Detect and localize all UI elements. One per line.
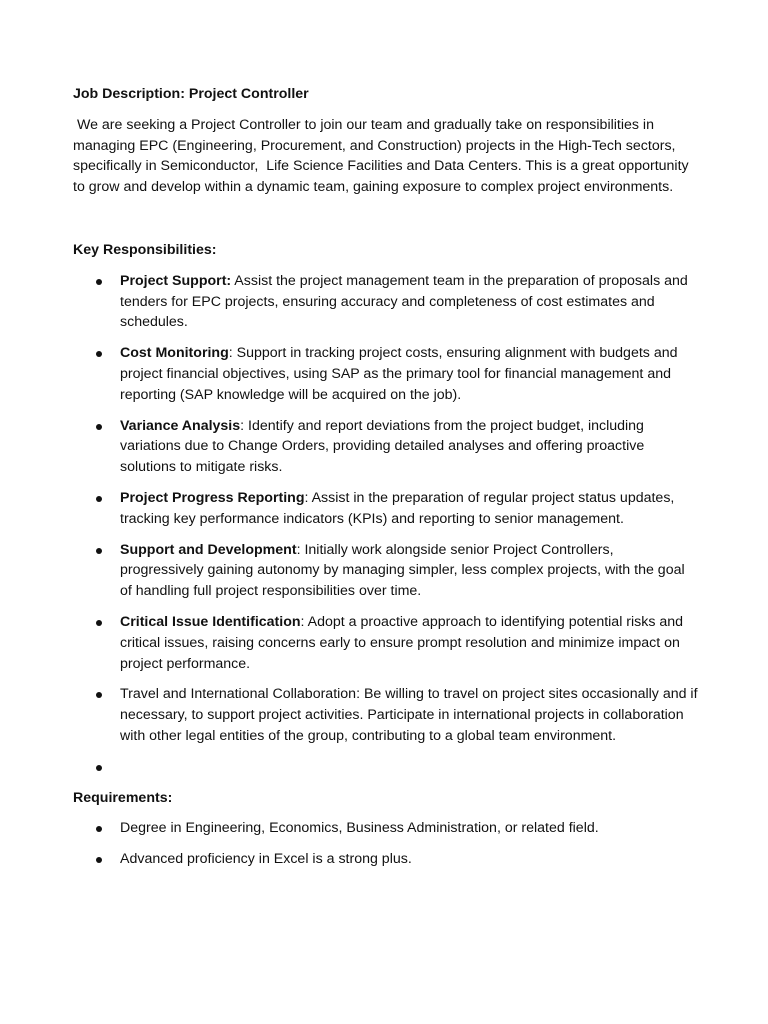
requirement-text: Degree in Engineering, Economics, Business Administration, or related field.: [120, 820, 599, 837]
requirement-item: [73, 849, 698, 870]
responsibility-term: Critical Issue Identification: [120, 613, 301, 630]
responsibility-text: Assist the project management team in the preparation of proposals and tenders for EPC projects, ensuring accuracy and completeness of cost estimates and schedules.: [120, 272, 688, 331]
bullet-icon: [96, 351, 102, 357]
responsibility-term: Support and Development: [120, 541, 297, 558]
bullet-icon: [96, 548, 102, 554]
bullet-icon: [96, 857, 102, 863]
bullet-icon: [96, 279, 102, 285]
responsibility-term: Project Progress Reporting: [120, 489, 305, 506]
key-responsibilities-heading: Key Responsibilities:: [73, 241, 217, 258]
responsibility-term: Cost Monitoring: [120, 345, 229, 362]
document-title: Job Description: Project Controller: [73, 86, 309, 102]
responsibility-item: [73, 684, 698, 746]
bullet-icon: [96, 826, 102, 832]
responsibility-text: : Adopt a proactive approach to identifying potential risks and critical issues, raising concerns early to ensure prompt resolution and minimize impact on project performance.: [120, 613, 684, 672]
responsibility-item: [73, 540, 698, 602]
intro-paragraph: We are seeking a Project Controller to join our team and gradually take on responsibilities in managing EPC (Engineering, Procurement, and Construction) projects in the High-Tech sectors, specifically in Semiconductor, Life Science Facilities and Data Centers. This is a great opportunity to grow and develop within a dynamic team, gaining exposure to complex project environments.: [73, 116, 693, 196]
responsibility-item: [73, 271, 698, 333]
responsibility-term: Project Support:: [120, 272, 232, 289]
requirement-text: Advanced proficiency in Excel is a strong plus.: [120, 851, 412, 868]
document-page: [73, 84, 698, 880]
responsibility-text: Travel and International Collaboration: Be willing to travel on project sites occasionally and if necessary, to support project activities. Participate in international projects in collaboration with other legal entities of the group, contributing to a global team environment.: [120, 686, 698, 744]
responsibility-text: : Initially work alongside senior Project Controllers, progressively gaining autonomy by managing simpler, less complex projects, with the goal of handling full project responsibilities over time.: [120, 541, 685, 600]
requirements-heading: Requirements:: [73, 789, 173, 806]
responsibility-item: [73, 343, 698, 405]
key-responsibilities-list: [73, 271, 698, 778]
responsibility-item: [73, 612, 698, 674]
bullet-icon: [96, 765, 102, 771]
requirements-list: [73, 818, 698, 870]
bullet-icon: [96, 620, 102, 626]
responsibility-term: Variance Analysis: [120, 417, 241, 434]
responsibility-text: : Support in tracking project costs, ensuring alignment with budgets and project financial objectives, using SAP as the primary tool for financial management and reporting (SAP knowledge will be acquired on the job).: [120, 345, 678, 403]
responsibility-item: [73, 488, 698, 530]
responsibility-item: [73, 416, 698, 478]
empty-bullet-item: [73, 757, 698, 778]
bullet-icon: [96, 424, 102, 430]
bullet-icon: [96, 692, 102, 698]
requirement-item: [73, 818, 698, 839]
responsibility-text: : Assist in the preparation of regular project status updates, tracking key performance indicators (KPIs) and reporting to senior management.: [120, 489, 675, 527]
bullet-icon: [96, 496, 102, 502]
responsibility-text: : Identify and report deviations from the project budget, including variations due to Change Orders, providing detailed analyses and offering proactive solutions to mitigate risks.: [120, 417, 645, 476]
